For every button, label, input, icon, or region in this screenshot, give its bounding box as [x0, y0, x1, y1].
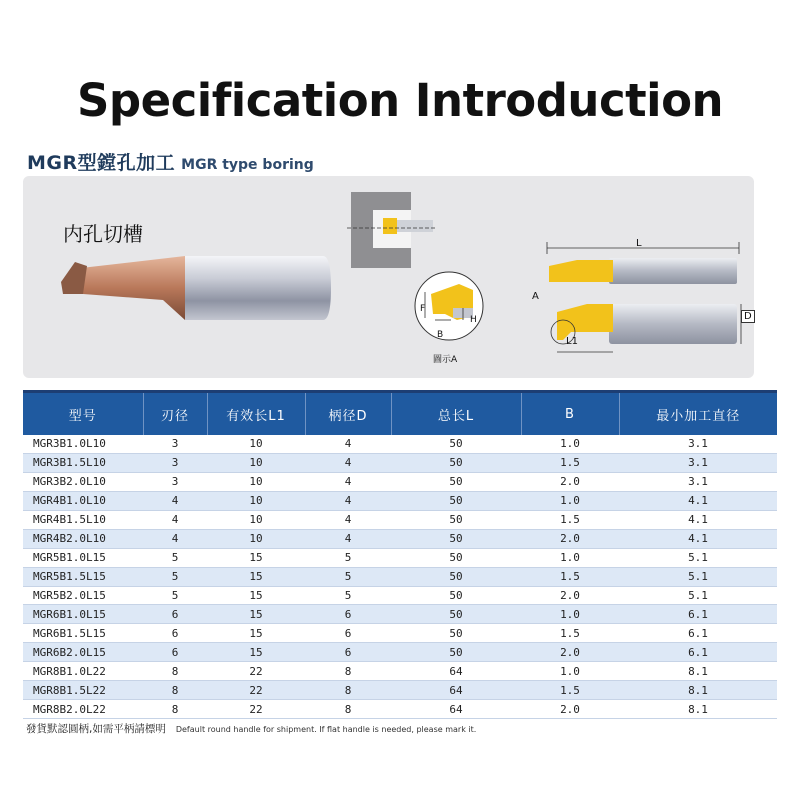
- dim-b-label: B: [437, 330, 444, 340]
- model-cell: MGR6B2.0L15: [23, 643, 143, 662]
- table-cell: 64: [449, 664, 463, 678]
- table-cell: 4: [305, 453, 391, 472]
- table-cell: 6: [171, 626, 179, 640]
- table-cell: 50: [391, 529, 521, 548]
- table-cell: 50: [449, 475, 463, 489]
- table-cell: 50: [391, 643, 521, 662]
- table-cell: 3.1: [688, 437, 708, 451]
- table-cell: 4: [305, 491, 391, 510]
- table-cell: 50: [449, 551, 463, 565]
- table-cell: 64: [449, 702, 463, 716]
- table-cell: 2.0: [521, 643, 619, 662]
- footer-note-en: Default round handle for shipment. If flat handle is needed, please mark it.: [175, 725, 477, 734]
- table-header-cell: 柄径D: [305, 393, 391, 435]
- table-cell: 50: [449, 513, 463, 527]
- table-cell: 50: [449, 588, 463, 602]
- section-heading-cn: MGR型鏜孔加工: [27, 152, 176, 174]
- table-cell: 1.0: [560, 437, 580, 451]
- table-cell: 15: [249, 626, 263, 640]
- table-cell: 2.0: [560, 588, 580, 602]
- table-row: [23, 548, 777, 567]
- table-cell: 1.5: [560, 626, 580, 640]
- table-cell: 5: [344, 588, 352, 602]
- table-cell: 6.1: [619, 643, 777, 662]
- table-cell: 4: [143, 529, 207, 548]
- table-cell: 2.0: [521, 529, 619, 548]
- table-cell: 8: [143, 681, 207, 700]
- table-cell: 22: [249, 702, 263, 716]
- model-cell: MGR4B1.5L10: [33, 513, 106, 527]
- table-cell: 2.0: [560, 702, 580, 716]
- table-cell: 64: [391, 681, 521, 700]
- table-cell: 4: [344, 475, 352, 489]
- model-cell: MGR3B2.0L10: [33, 475, 106, 489]
- spec-table: [23, 393, 777, 719]
- table-cell: 50: [391, 605, 521, 624]
- table-cell: 6: [143, 605, 207, 624]
- dim-l-label: L: [636, 238, 642, 249]
- table-cell: 8: [344, 702, 352, 716]
- tool-photo-tip: [61, 262, 87, 294]
- table-cell: 4.1: [688, 513, 708, 527]
- table-cell: 4.1: [619, 491, 777, 510]
- table-row: [23, 510, 777, 529]
- table-header-cell: 总长L: [391, 393, 521, 435]
- table-cell: 5: [143, 567, 207, 586]
- table-cell: 1.5: [521, 567, 619, 586]
- table-cell: 50: [391, 491, 521, 510]
- section-heading-en: MGR type boring: [181, 157, 314, 173]
- table-cell: 50: [449, 626, 463, 640]
- footer-note: [26, 721, 476, 736]
- model-cell: MGR5B1.0L15: [33, 551, 106, 565]
- table-cell: 1.0: [521, 491, 619, 510]
- table-cell: 8.1: [688, 702, 708, 716]
- dim-h-label: H: [470, 315, 477, 325]
- table-row: [23, 681, 777, 700]
- model-cell: MGR8B1.0L22: [33, 664, 106, 678]
- table-cell: 3: [171, 475, 179, 489]
- page-title: Specification Introduction: [76, 74, 724, 127]
- table-row: [23, 472, 777, 491]
- table-cell: 5: [171, 551, 179, 565]
- section-heading: [27, 148, 314, 176]
- table-cell: 5.1: [688, 551, 708, 565]
- table-cell: 2.0: [560, 475, 580, 489]
- dim-d-label: D: [741, 310, 755, 323]
- table-row: [23, 435, 777, 453]
- table-cell: 5: [305, 567, 391, 586]
- product-diagram-panel: [23, 176, 754, 378]
- table-header-row: [23, 393, 777, 435]
- dim-l1-label: L1: [566, 336, 578, 347]
- table-body: [23, 435, 777, 719]
- model-cell: MGR5B1.5L15: [23, 567, 143, 586]
- table-cell: 10: [207, 453, 305, 472]
- table-cell: 3: [143, 453, 207, 472]
- tool-photo-neck: [81, 256, 185, 320]
- table-cell: 15: [207, 605, 305, 624]
- table-row: [23, 643, 777, 662]
- table-cell: 22: [207, 681, 305, 700]
- table-cell: 4: [171, 513, 179, 527]
- boring-schematic: [347, 190, 437, 270]
- table-cell: 6: [305, 605, 391, 624]
- table-cell: 6: [143, 643, 207, 662]
- table-row: [23, 491, 777, 510]
- table-cell: 3.1: [619, 453, 777, 472]
- table-cell: 10: [207, 491, 305, 510]
- table-row: [23, 662, 777, 681]
- model-cell: MGR8B1.5L22: [23, 681, 143, 700]
- table-cell: 15: [207, 567, 305, 586]
- table-cell: 8: [171, 702, 179, 716]
- table-cell: 5.1: [688, 588, 708, 602]
- table-cell: 50: [391, 567, 521, 586]
- table-row: [23, 605, 777, 624]
- table-cell: 3: [171, 437, 179, 451]
- table-header-cell: B: [521, 393, 619, 435]
- table-cell: 1.5: [521, 453, 619, 472]
- table-cell: 1.0: [560, 551, 580, 565]
- table-row: [23, 586, 777, 605]
- table-cell: 5.1: [619, 567, 777, 586]
- model-cell: MGR5B2.0L15: [33, 588, 106, 602]
- table-cell: 15: [249, 588, 263, 602]
- table-cell: 15: [207, 643, 305, 662]
- table-cell: 1.0: [560, 664, 580, 678]
- table-cell: 10: [249, 475, 263, 489]
- model-cell: MGR3B1.5L10: [23, 453, 143, 472]
- table-cell: 4: [305, 529, 391, 548]
- table-cell: 6: [344, 626, 352, 640]
- table-cell: 8.1: [688, 664, 708, 678]
- model-cell: MGR4B1.0L10: [23, 491, 143, 510]
- spec-table-wrap: [23, 390, 777, 719]
- table-cell: 3.1: [688, 475, 708, 489]
- dim-f-label: F: [420, 304, 426, 314]
- table-row: [23, 624, 777, 643]
- table-cell: 5: [171, 588, 179, 602]
- table-cell: 6: [305, 643, 391, 662]
- model-cell: MGR4B2.0L10: [23, 529, 143, 548]
- table-cell: 4.1: [619, 529, 777, 548]
- table-cell: 4: [344, 513, 352, 527]
- footer-note-cn: 發貨默認圓柄,如需平柄請標明: [26, 723, 166, 735]
- table-cell: 8: [171, 664, 179, 678]
- table-row: [23, 700, 777, 719]
- table-cell: 8: [344, 664, 352, 678]
- table-cell: 6.1: [688, 626, 708, 640]
- table-header-cell: 有效长L1: [207, 393, 305, 435]
- table-cell: 10: [249, 513, 263, 527]
- table-cell: 8.1: [619, 681, 777, 700]
- table-cell: 50: [449, 437, 463, 451]
- table-header-cell: 刃径: [143, 393, 207, 435]
- model-cell: MGR8B2.0L22: [33, 702, 106, 716]
- model-cell: MGR3B1.0L10: [33, 437, 106, 451]
- table-cell: 10: [249, 437, 263, 451]
- table-cell: 4: [344, 437, 352, 451]
- table-cell: 6.1: [619, 605, 777, 624]
- model-cell: MGR6B1.0L15: [23, 605, 143, 624]
- dim-a-label: A: [532, 291, 539, 302]
- table-cell: 15: [249, 551, 263, 565]
- model-cell: MGR6B1.5L15: [33, 626, 106, 640]
- table-cell: 8: [305, 681, 391, 700]
- table-row: [23, 567, 777, 586]
- detail-a-caption: 圖示A: [433, 355, 458, 365]
- table-row: [23, 453, 777, 472]
- table-cell: 4: [143, 491, 207, 510]
- table-cell: 50: [391, 453, 521, 472]
- table-row: [23, 529, 777, 548]
- table-header-cell: 最小加工直径: [619, 393, 777, 435]
- tool-dimension-drawing: [517, 236, 747, 356]
- tool-photo-shank: [185, 256, 331, 320]
- table-cell: 1.5: [521, 681, 619, 700]
- table-cell: 5: [344, 551, 352, 565]
- internal-grooving-label: 内孔切槽: [63, 222, 143, 246]
- table-cell: 10: [207, 529, 305, 548]
- table-cell: 1.0: [521, 605, 619, 624]
- table-cell: 1.5: [560, 513, 580, 527]
- table-cell: 22: [249, 664, 263, 678]
- table-header-cell: 型号: [23, 393, 143, 435]
